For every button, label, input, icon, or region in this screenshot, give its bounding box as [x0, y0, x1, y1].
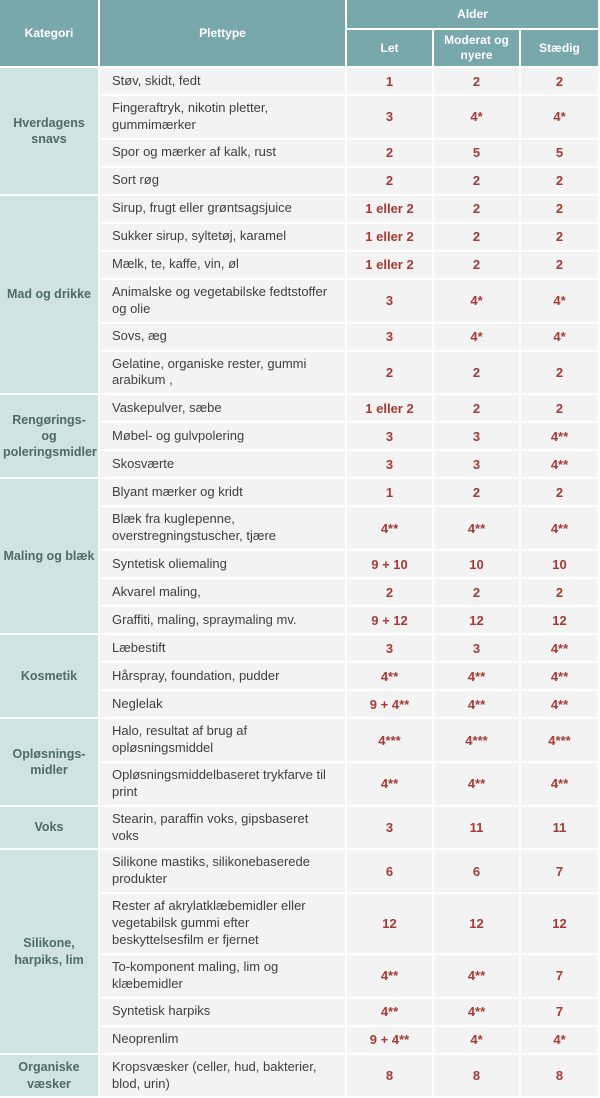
value-cell-let: 1 eller 2: [347, 252, 434, 280]
value-cell-moderat: 2: [434, 252, 521, 280]
value-cell-let: 4***: [347, 719, 434, 763]
value-cell-moderat: 4**: [434, 507, 521, 551]
stain-type-cell: Rester af akrylatklæbemidler eller vegetabilsk gummi efter beskyttelsesfilm er fjernet: [100, 894, 347, 955]
header-let: Let: [347, 30, 434, 68]
stain-type-cell: Sovs, æg: [100, 324, 347, 352]
stain-type-cell: Animalske og vegetabilske fedtstoffer og olie: [100, 280, 347, 324]
value-cell-let: 3: [347, 451, 434, 479]
value-cell-moderat: 12: [434, 894, 521, 955]
stain-type-cell: Møbel- og gulvpolering: [100, 423, 347, 451]
value-cell-moderat: 4**: [434, 763, 521, 807]
header-kategori: Kategori: [0, 0, 100, 68]
value-cell-staedig: 2: [521, 68, 600, 96]
value-cell-staedig: 7: [521, 999, 600, 1027]
category-cell: Mad og drikke: [0, 196, 100, 396]
value-cell-staedig: 5: [521, 140, 600, 168]
value-cell-moderat: 2: [434, 395, 521, 423]
table-body: [0, 68, 600, 1098]
value-cell-let: 4**: [347, 999, 434, 1027]
value-cell-staedig: 2: [521, 395, 600, 423]
value-cell-staedig: 4*: [521, 96, 600, 140]
stain-type-cell: Neoprenlim: [100, 1027, 347, 1055]
value-cell-let: 12: [347, 894, 434, 955]
stain-type-cell: Læbestift: [100, 635, 347, 663]
value-cell-staedig: 4**: [521, 507, 600, 551]
category-cell: Opløsnings-midler: [0, 719, 100, 807]
value-cell-moderat: 4*: [434, 324, 521, 352]
table-row: [0, 1055, 600, 1098]
value-cell-let: 2: [347, 168, 434, 196]
value-cell-let: 9 + 4**: [347, 691, 434, 719]
value-cell-staedig: 4**: [521, 663, 600, 691]
value-cell-staedig: 8: [521, 1055, 600, 1098]
value-cell-moderat: 3: [434, 451, 521, 479]
value-cell-let: 9 + 12: [347, 607, 434, 635]
value-cell-staedig: 12: [521, 607, 600, 635]
value-cell-moderat: 2: [434, 479, 521, 507]
stain-type-cell: Blyant mærker og kridt: [100, 479, 347, 507]
value-cell-staedig: 7: [521, 850, 600, 894]
value-cell-let: 3: [347, 280, 434, 324]
value-cell-staedig: 4**: [521, 451, 600, 479]
value-cell-staedig: 4*: [521, 280, 600, 324]
category-cell: Maling og blæk: [0, 479, 100, 635]
category-cell: Silikone, harpiks, lim: [0, 850, 100, 1054]
stain-type-cell: Skosværte: [100, 451, 347, 479]
stain-type-cell: Halo, resultat af brug af opløsningsmiddel: [100, 719, 347, 763]
value-cell-let: 1 eller 2: [347, 224, 434, 252]
stain-type-cell: Syntetisk harpiks: [100, 999, 347, 1027]
value-cell-moderat: 10: [434, 551, 521, 579]
value-cell-staedig: 4*: [521, 324, 600, 352]
value-cell-let: 1: [347, 68, 434, 96]
value-cell-staedig: 2: [521, 168, 600, 196]
stain-type-cell: Neglelak: [100, 691, 347, 719]
value-cell-let: 2: [347, 140, 434, 168]
value-cell-staedig: 2: [521, 252, 600, 280]
table-row: [0, 719, 600, 763]
header-staedig: Stædig: [521, 30, 600, 68]
value-cell-staedig: 4**: [521, 691, 600, 719]
value-cell-moderat: 2: [434, 68, 521, 96]
stain-type-cell: Sort røg: [100, 168, 347, 196]
table-row: [0, 68, 600, 96]
stain-type-cell: Mælk, te, kaffe, vin, øl: [100, 252, 347, 280]
value-cell-let: 1: [347, 479, 434, 507]
value-cell-moderat: 2: [434, 579, 521, 607]
value-cell-moderat: 3: [434, 635, 521, 663]
value-cell-moderat: 2: [434, 168, 521, 196]
table-row: [0, 395, 600, 423]
header-plettype: Plettype: [100, 0, 347, 68]
value-cell-staedig: 4***: [521, 719, 600, 763]
stain-type-cell: To-komponent maling, lim og klæbemidler: [100, 955, 347, 999]
value-cell-let: 9 + 10: [347, 551, 434, 579]
category-cell: Rengørings- og poleringsmidler: [0, 395, 100, 479]
value-cell-moderat: 5: [434, 140, 521, 168]
value-cell-let: 3: [347, 423, 434, 451]
table-row: [0, 807, 600, 851]
value-cell-moderat: 2: [434, 352, 521, 396]
value-cell-let: 2: [347, 352, 434, 396]
header-moderat-og-nyere: Moderat og nyere: [434, 30, 521, 68]
value-cell-moderat: 4*: [434, 96, 521, 140]
value-cell-let: 9 + 4**: [347, 1027, 434, 1055]
stain-type-cell: Stearin, paraffin voks, gipsbaseret voks: [100, 807, 347, 851]
value-cell-let: 4**: [347, 507, 434, 551]
value-cell-staedig: 11: [521, 807, 600, 851]
stain-type-cell: Hårspray, foundation, pudder: [100, 663, 347, 691]
table-row: [0, 850, 600, 894]
stain-type-cell: Støv, skidt, fedt: [100, 68, 347, 96]
value-cell-moderat: 4**: [434, 955, 521, 999]
stain-type-cell: Silikone mastiks, silikonebaserede produkter: [100, 850, 347, 894]
stain-type-cell: Kropsvæsker (celler, hud, bakterier, blod, urin): [100, 1055, 347, 1098]
category-cell: Kosmetik: [0, 635, 100, 719]
value-cell-let: 4**: [347, 663, 434, 691]
value-cell-moderat: 4**: [434, 999, 521, 1027]
value-cell-moderat: 2: [434, 224, 521, 252]
value-cell-moderat: 12: [434, 607, 521, 635]
table-row: [0, 196, 600, 224]
value-cell-let: 4**: [347, 763, 434, 807]
value-cell-staedig: 4**: [521, 423, 600, 451]
stain-type-cell: Sirup, frugt eller grøntsagsjuice: [100, 196, 347, 224]
value-cell-moderat: 4*: [434, 1027, 521, 1055]
value-cell-moderat: 4*: [434, 280, 521, 324]
value-cell-staedig: 4**: [521, 635, 600, 663]
value-cell-moderat: 8: [434, 1055, 521, 1098]
value-cell-staedig: 4*: [521, 1027, 600, 1055]
value-cell-staedig: 4**: [521, 763, 600, 807]
stain-type-cell: Gelatine, organiske rester, gummi arabikum ,: [100, 352, 347, 396]
value-cell-staedig: 2: [521, 196, 600, 224]
value-cell-staedig: 10: [521, 551, 600, 579]
value-cell-moderat: 3: [434, 423, 521, 451]
stain-type-cell: Vaskepulver, sæbe: [100, 395, 347, 423]
value-cell-moderat: 2: [434, 196, 521, 224]
table-row: [0, 635, 600, 663]
table-row: [0, 479, 600, 507]
stain-type-cell: Graffiti, maling, spraymaling mv.: [100, 607, 347, 635]
stain-type-cell: Sukker sirup, syltetøj, karamel: [100, 224, 347, 252]
value-cell-let: 3: [347, 324, 434, 352]
value-cell-let: 3: [347, 807, 434, 851]
value-cell-staedig: 12: [521, 894, 600, 955]
value-cell-let: 1 eller 2: [347, 196, 434, 224]
value-cell-moderat: 4**: [434, 691, 521, 719]
table-header: [0, 0, 600, 68]
stain-type-cell: Syntetisk oliemaling: [100, 551, 347, 579]
stain-type-cell: Spor og mærker af kalk, rust: [100, 140, 347, 168]
value-cell-let: 3: [347, 635, 434, 663]
value-cell-staedig: 2: [521, 224, 600, 252]
stain-type-cell: Fingeraftryk, nikotin pletter, gummimærker: [100, 96, 347, 140]
category-cell: Voks: [0, 807, 100, 851]
value-cell-staedig: 2: [521, 479, 600, 507]
stain-type-cell: Opløsningsmiddelbaseret trykfarve til print: [100, 763, 347, 807]
value-cell-let: 8: [347, 1055, 434, 1098]
value-cell-let: 1 eller 2: [347, 395, 434, 423]
value-cell-moderat: 4***: [434, 719, 521, 763]
header-alder: Alder: [347, 0, 600, 30]
value-cell-moderat: 4**: [434, 663, 521, 691]
stain-type-cell: Blæk fra kuglepenne, overstregningstuscher, tjære: [100, 507, 347, 551]
header-row-main: [0, 0, 600, 30]
stain-type-cell: Akvarel maling,: [100, 579, 347, 607]
value-cell-staedig: 7: [521, 955, 600, 999]
value-cell-staedig: 2: [521, 352, 600, 396]
category-cell: Organiske væsker: [0, 1055, 100, 1098]
category-cell: Hverdagens snavs: [0, 68, 100, 196]
value-cell-staedig: 2: [521, 579, 600, 607]
value-cell-moderat: 11: [434, 807, 521, 851]
value-cell-let: 6: [347, 850, 434, 894]
value-cell-moderat: 6: [434, 850, 521, 894]
value-cell-let: 3: [347, 96, 434, 140]
value-cell-let: 4**: [347, 955, 434, 999]
value-cell-let: 2: [347, 579, 434, 607]
